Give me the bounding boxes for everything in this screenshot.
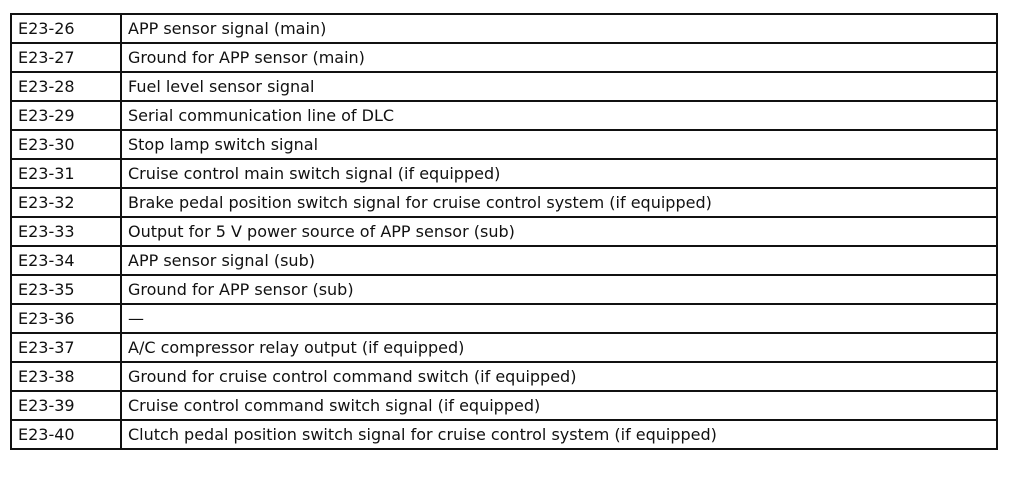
description-cell: Ground for cruise control command switch (if equipped) <box>121 362 997 391</box>
terminal-cell: E23-40 <box>11 420 121 449</box>
table-row <box>11 304 997 333</box>
description-cell: APP sensor signal (sub) <box>121 246 997 275</box>
description-cell: Serial communication line of DLC <box>121 101 997 130</box>
terminal-cell: E23-36 <box>11 304 121 333</box>
table-row <box>11 391 997 420</box>
table-row <box>11 43 997 72</box>
table-row <box>11 246 997 275</box>
table-row <box>11 275 997 304</box>
terminal-cell: E23-26 <box>11 14 121 43</box>
terminal-table <box>10 13 998 450</box>
terminal-cell: E23-34 <box>11 246 121 275</box>
terminal-cell: E23-28 <box>11 72 121 101</box>
description-cell: — <box>121 304 997 333</box>
table-row <box>11 217 997 246</box>
description-cell: Ground for APP sensor (sub) <box>121 275 997 304</box>
terminal-table-body <box>11 14 997 449</box>
terminal-cell: E23-29 <box>11 101 121 130</box>
table-row <box>11 14 997 43</box>
description-cell: Clutch pedal position switch signal for cruise control system (if equipped) <box>121 420 997 449</box>
table-row <box>11 420 997 449</box>
description-cell: Brake pedal position switch signal for cruise control system (if equipped) <box>121 188 997 217</box>
description-cell: Cruise control main switch signal (if equipped) <box>121 159 997 188</box>
table-row <box>11 72 997 101</box>
terminal-cell: E23-39 <box>11 391 121 420</box>
table-row <box>11 101 997 130</box>
table-row <box>11 159 997 188</box>
terminal-cell: E23-30 <box>11 130 121 159</box>
description-cell: A/C compressor relay output (if equipped) <box>121 333 997 362</box>
description-cell: APP sensor signal (main) <box>121 14 997 43</box>
terminal-cell: E23-33 <box>11 217 121 246</box>
terminal-cell: E23-35 <box>11 275 121 304</box>
description-cell: Stop lamp switch signal <box>121 130 997 159</box>
table-row <box>11 362 997 391</box>
terminal-cell: E23-37 <box>11 333 121 362</box>
terminal-cell: E23-38 <box>11 362 121 391</box>
description-cell: Cruise control command switch signal (if equipped) <box>121 391 997 420</box>
description-cell: Output for 5 V power source of APP sensor (sub) <box>121 217 997 246</box>
terminal-cell: E23-32 <box>11 188 121 217</box>
table-row <box>11 333 997 362</box>
description-cell: Fuel level sensor signal <box>121 72 997 101</box>
terminal-cell: E23-27 <box>11 43 121 72</box>
table-row <box>11 188 997 217</box>
terminal-cell: E23-31 <box>11 159 121 188</box>
description-cell: Ground for APP sensor (main) <box>121 43 997 72</box>
table-row <box>11 130 997 159</box>
